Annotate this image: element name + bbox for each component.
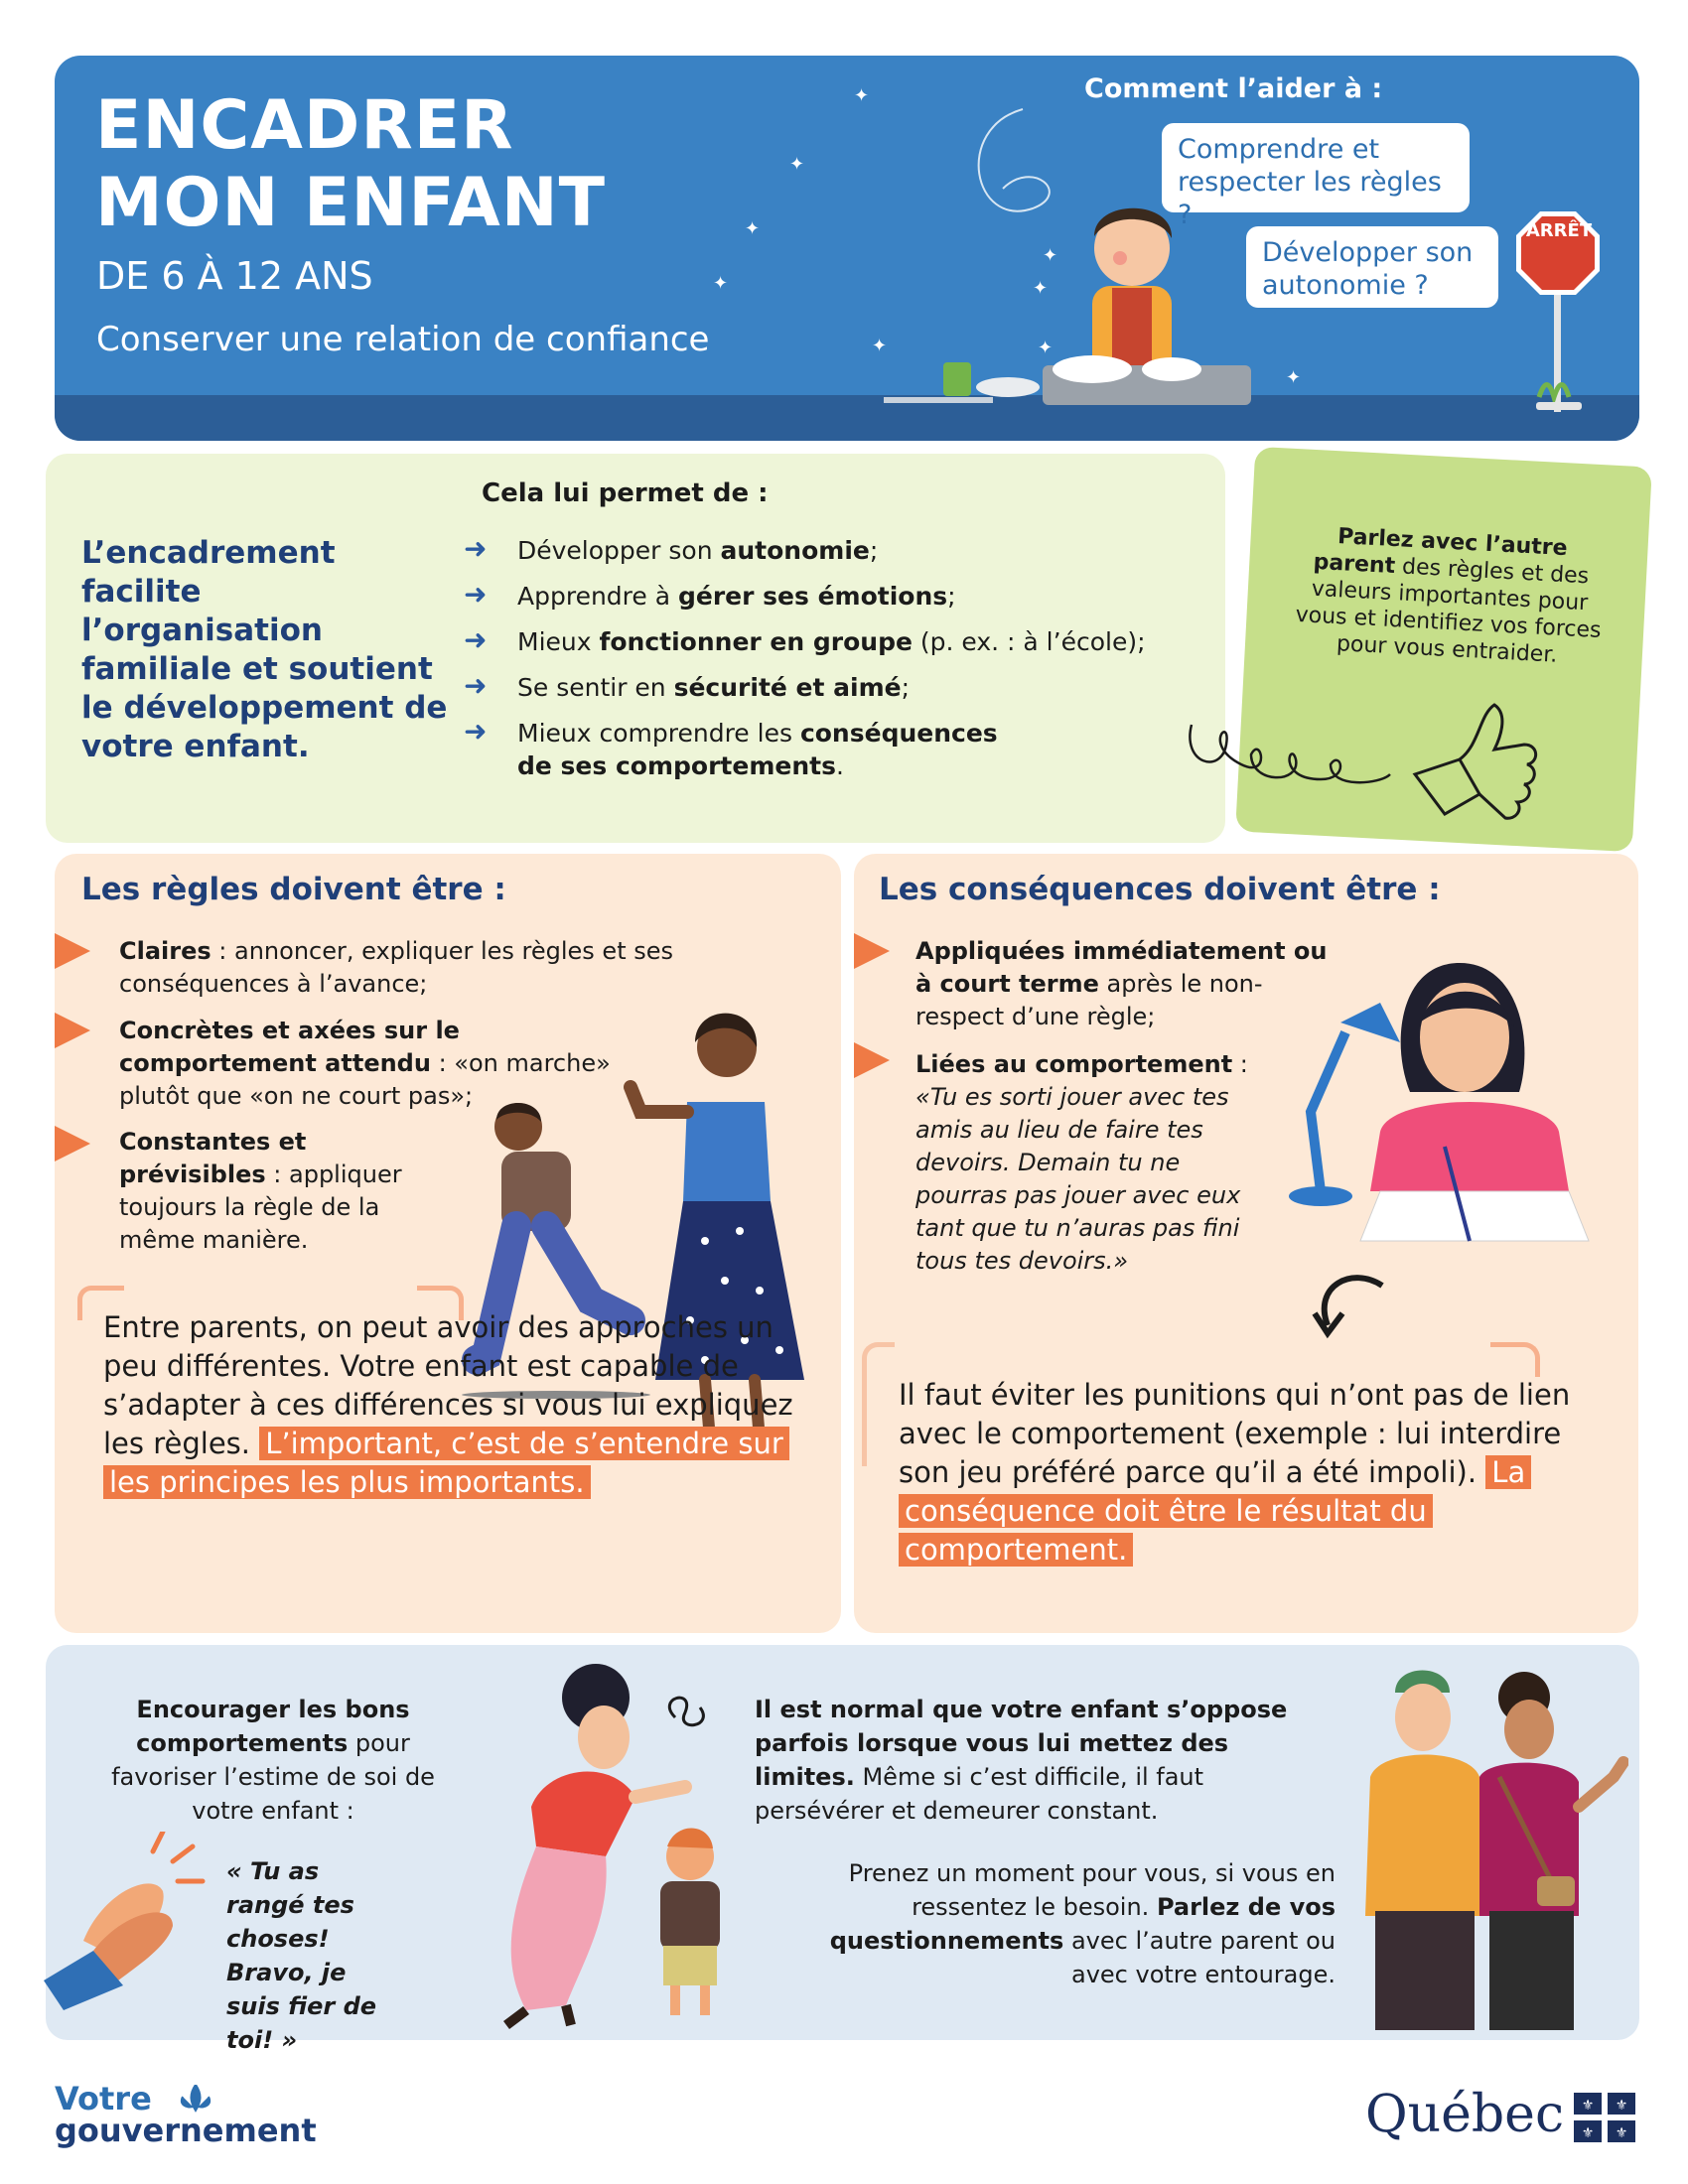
- quebec-flag-icon: [1574, 2093, 1635, 2142]
- star-icon: ✦: [872, 336, 888, 356]
- triangle-bullet-icon: [55, 1013, 90, 1048]
- praise-quote: « Tu as rangé tes choses! Bravo, je suis fier de toi! »: [226, 1857, 377, 2054]
- curved-arrow-icon: [1303, 1266, 1392, 1345]
- consequences-title: Les conséquences doivent être :: [879, 872, 1441, 907]
- title-line-1: ENCADRER: [95, 86, 514, 165]
- take-moment-text: Prenez un moment pour vous, si vous en ressentez le besoin. Parlez de vos questionnements avec l’autre parent ou avec votre entourage.: [829, 1859, 1336, 1988]
- rules-callout-highlight: L’important, c’est de s’entendre sur les principes les plus importants.: [103, 1427, 789, 1499]
- star-icon: ✦: [1038, 338, 1054, 358]
- benefit-item: ➜ Développer son autonomie;: [464, 532, 879, 565]
- star-icon: ✦: [854, 85, 870, 106]
- consequence-example-quote: «Tu es sorti jouer avec tes amis au lieu de faire tes devoirs. Demain tu ne pourras pas jouer avec eux tant que tu n’auras pas fini tous tes devoirs.»: [915, 1083, 1241, 1275]
- benefit-item: ➜ Mieux comprendre les conséquences de ses comportements.: [464, 715, 998, 780]
- encourage-text: Encourager les bons comportements pour favoriser l’estime de soi de votre enfant :: [111, 1696, 435, 1825]
- arrow-right-icon: ➜: [464, 532, 488, 565]
- benefits-lead: L’encadrement facilite l’organisation familiale et soutient le développement de votre enfant.: [81, 535, 448, 764]
- star-icon: ✦: [789, 154, 805, 175]
- votre-gouvernement-logo: Votre gouvernement: [55, 2080, 317, 2149]
- rules-callout: Entre parents, on peut avoir des approches un peu différentes. Votre enfant est capable de s’adapter à ces différences si vous lui expliquez les règles. L’important, c’est de s’entendre sur les principes les plus importants.: [103, 1310, 793, 1499]
- arrow-right-icon: ➜: [464, 623, 488, 656]
- oppose-text: Il est normal que votre enfant s’oppose parfois lorsque vous lui mettez des limites. Même si c’est difficile, il faut persévérer et demeurer constant.: [755, 1696, 1288, 1825]
- star-icon: ✦: [745, 218, 761, 239]
- girl-homework-illustration: [1271, 943, 1638, 1271]
- banner-floor: [55, 395, 1639, 441]
- bubble-rules: Comprendre et respecter les règles ?: [1162, 123, 1470, 212]
- benefit-item: ➜ Mieux fonctionner en groupe (p. ex. : à l’école);: [464, 623, 1146, 656]
- svg-text:⚜: ⚜: [1581, 2098, 1595, 2114]
- thumbs-up-icon: [1182, 685, 1539, 834]
- quebec-wordmark: Québec: [1365, 2085, 1565, 2144]
- triangle-bullet-icon: [55, 1126, 90, 1161]
- title-line-2: MON ENFANT: [95, 164, 606, 242]
- subtitle: DE 6 À 12 ANS: [96, 254, 373, 298]
- triangle-bullet-icon: [55, 933, 90, 969]
- star-icon: ✦: [1286, 367, 1302, 388]
- benefit-item: ➜ Apprendre à gérer ses émotions;: [464, 578, 956, 611]
- stop-sign-label: ARRÊT: [1525, 220, 1593, 241]
- parent-upset-child-illustration: [437, 1658, 745, 2030]
- consequence-item: Liées au comportement : «Tu es sorti jouer avec tes amis au lieu de faire tes devoirs. Demain tu ne pourras pas jouer avec eux tant que tu n’auras pas fini tous tes devoirs.»: [915, 1050, 1248, 1275]
- question-heading: Comment l’aider à :: [1084, 73, 1383, 104]
- rules-title: Les règles doivent être :: [81, 872, 506, 907]
- consequence-item: Appliquées immédiatement ou à court terme après le non-respect d’une règle;: [915, 937, 1328, 1030]
- triangle-bullet-icon: [854, 933, 890, 969]
- clapping-hands-icon: [44, 1832, 242, 2010]
- note-text: Parlez avec l’autre parent des règles et des valeurs importantes pour vous et identifiez vos forces pour vous entraider.: [1295, 524, 1603, 668]
- rule-item: Claires : annoncer, expliquer les règles et ses conséquences à l’avance;: [119, 937, 673, 998]
- bracket-decoration: [862, 1342, 895, 1466]
- rule-item: Concrètes et axées sur le comportement attendu : «on marche» plutôt que «on ne court pas»;: [119, 1017, 611, 1110]
- svg-text:⚜: ⚜: [1615, 2125, 1628, 2141]
- benefit-item: ➜ Se sentir en sécurité et aimé;: [464, 669, 911, 702]
- bracket-decoration: [1490, 1342, 1540, 1377]
- benefits-heading: Cela lui permet de :: [482, 478, 769, 508]
- svg-text:⚜: ⚜: [1581, 2125, 1595, 2141]
- triangle-bullet-icon: [854, 1042, 890, 1078]
- svg-text:⚜: ⚜: [1615, 2098, 1628, 2114]
- tagline: Conserver une relation de confiance: [96, 320, 710, 359]
- bubble-autonomy: Développer son autonomie ?: [1246, 226, 1498, 308]
- fleur-de-lis-icon: [179, 2085, 212, 2115]
- star-icon: ✦: [1043, 245, 1058, 266]
- consequences-callout: Il faut éviter les punitions qui n’ont pas de lien avec le comportement (exemple : lui interdire son jeu préféré parce qu’il a été impoli). La conséquence doit être le résultat du comportement.: [899, 1378, 1571, 1567]
- star-icon: ✦: [1033, 278, 1049, 299]
- consequences-callout-highlight: La conséquence doit être le résultat du comportement.: [899, 1455, 1531, 1567]
- arrow-right-icon: ➜: [464, 715, 488, 748]
- rule-item: Constantes et prévisibles : appliquer toujours la règle de la même manière.: [119, 1128, 402, 1254]
- boy-dishes-illustration: [884, 99, 1301, 442]
- arrow-right-icon: ➜: [464, 669, 488, 702]
- star-icon: ✦: [713, 273, 729, 294]
- couple-illustration: [1340, 1658, 1628, 2030]
- arrow-right-icon: ➜: [464, 578, 488, 611]
